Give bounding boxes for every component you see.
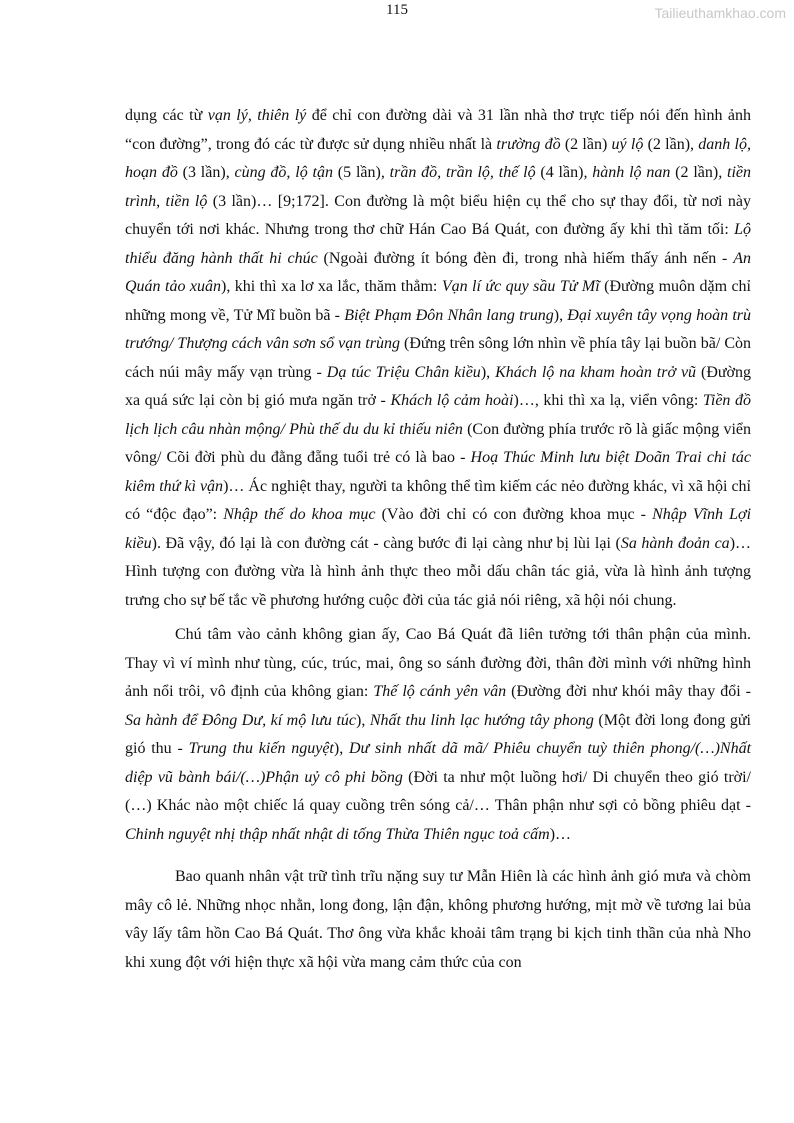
italic-text: Dư sinh nhất dã mã/ Phiêu chuyển tuỳ thiên phong/(…)Nhất diệp vũ bành bái/(…)Phận uỷ cô phi bồng (125, 740, 752, 786)
text-run: (4 lần) (535, 164, 584, 181)
italic-text: Khách lộ cảm hoài (390, 392, 514, 409)
italic-text: Hoạ Thúc Minh lưu biệt Doãn Trai chi tác kiêm thứ kì vận (125, 449, 752, 495)
text-run: (Đứng trên sông lớn nhìn về phía tây lại buồn bã/ Còn cách núi mây mấy vạn trùng - (125, 335, 751, 381)
text-run: (2 lần) (670, 164, 719, 181)
text-run: )… Hình tượng con đường vừa là hình ảnh thực theo mỗi dấu chân tác giả, vừa là hình ảnh tượng trưng cho sự bế tắc về phương hướng cuộc đời của tác giả nói riêng, xã hội nói chung. (125, 534, 752, 609)
text-run: )… Ác nghiệt thay, người ta không thể tìm kiếm các nẻo đường khác, vì xã hội chỉ có “độc đạo”: (125, 477, 752, 523)
italic-text: Trung thu kiến nguyệt (188, 740, 334, 757)
italic-text: Nhập Vĩnh Lợi kiều (125, 506, 752, 552)
text-run: ). Đã vậy, đó lại là con đường cát - càng bước đi lại càng như bị lùi lại ( (151, 534, 621, 552)
watermark: Tailieuthamkhao.com (654, 5, 786, 21)
text-run: ), khi thì xa lơ xa lắc, thăm thẳm: (220, 278, 442, 295)
italic-text: Đại xuyên tây vọng hoàn trù trướng/ Thượng cách vân sơn sổ vạn trùng (125, 306, 752, 352)
italic-text: Nhất thu linh lạc hướng tây phong (369, 711, 594, 729)
italic-text: , cùng đồ, lộ tận (225, 164, 333, 181)
italic-text: Dạ túc Triệu Chân kiều (326, 363, 481, 381)
text-run: ), (333, 740, 349, 757)
italic-text: An Quán tảo xuân (125, 249, 751, 295)
italic-text: Tiền đồ lịch lịch câu nhàn mộng/ Phù thế du du kỉ thiếu niên (125, 392, 751, 438)
italic-text: Lộ thiểu đăng hành thất hi chúc (125, 221, 751, 267)
text-run: (Đời ta như một luồng hơi/ Di chuyển theo gió trời/ (…) Khác nào một chiếc lá quay cuồng trên sóng cả/… Thân phận như sợi cỏ bồng phiêu dạt - (125, 768, 752, 814)
text-run: ), (356, 711, 370, 729)
text-run: (5 lần) (332, 164, 381, 181)
text-run: (Đường đời như khói mây thay đổi - (506, 683, 752, 700)
text-run: Chú tâm vào cảnh không gian ấy, Cao Bá Quát đã liên tưởng tới thân phận của mình. Thay vì ví mình như tùng, cúc, trúc, mai, ông so sánh đường đời, thân đời mình với những hình ảnh nổi trôi, vô định của không gian: (125, 626, 751, 700)
text-run: (Ngoài đường ít bóng đèn đi, trong nhà hiếm thấy ánh nến - (317, 249, 734, 267)
italic-text: trường đồ (496, 135, 561, 153)
italic-text: Nhập thế do khoa mục (223, 506, 376, 523)
text-run: (3 lần) (177, 164, 226, 181)
text-run: (2 lần) (560, 135, 612, 153)
text-run: (3 lần)… [9;172]. Con đường là một biểu hiện cụ thể cho sự thay đổi, từ nơi này chuyển tới nơi khác. Nhưng trong thơ chữ Hán Cao Bá Quát, con đường ấy khi thì tăm tối: (125, 192, 751, 238)
italic-text: Vạn lí ức quy sầu Tử Mĩ (441, 278, 600, 295)
text-run: ), (480, 363, 496, 381)
paragraph (125, 102, 751, 615)
text-run: ), (553, 306, 568, 324)
text-run: (Đường muôn dặm chỉ những mong về, Tử Mĩ buồn bã - (125, 278, 752, 324)
text-run: )…, khi thì xa lạ, viển vông: (513, 392, 703, 409)
italic-text: Thế lộ cánh yên vân (373, 683, 507, 700)
italic-text: vạn lý, thiên lý (207, 107, 307, 124)
text-run: Bao quanh nhân vật trữ tình trĩu nặng suy tư Mẫn Hiên là các hình ảnh gió mưa và chòm mây cô lẻ. Những nhọc nhằn, long đong, lận đận, không phương hướng, mịt mờ về tương lai bủa vây lấy tâm hồn Cao Bá Quát. Thơ ông vừa khắc khoải tâm trạng bi kịch tinh thần của nhà Nho khi xung đột với hiện thực xã hội vừa mang cảm thức của con (125, 868, 751, 971)
paragraph (125, 863, 751, 977)
page-number: 115 (386, 2, 408, 18)
text-run: (Con đường phía trước rõ là giấc mộng viển vông/ Cõi đời phù du đằng đẵng tuổi trẻ có là bao - (125, 420, 751, 466)
text-run: (Một đời long đong gửi gió thu - (125, 711, 751, 757)
text-run: để chỉ con đường dài và 31 lần nhà thơ trực tiếp nói đến hình ảnh “con đường”, trong đó các từ được sử dụng nhiều nhất là (125, 107, 752, 153)
italic-text: Chinh nguyệt nhị thập nhất nhật di tống Thừa Thiên ngục toả cấm (125, 825, 550, 843)
text-run: (Đường xa quá sức lại còn bị gió mưa ngăn trở - (125, 363, 752, 409)
italic-text: , hành lộ nan (583, 164, 671, 181)
italic-text: uý lộ (611, 135, 644, 153)
italic-text: , danh lộ, hoạn đồ (125, 135, 751, 181)
document-body (125, 102, 751, 977)
italic-text: , tiền trình, tiền lộ (125, 164, 752, 210)
italic-text: Sa hành đoản ca (620, 534, 730, 552)
text-run: dụng các từ (125, 107, 208, 124)
italic-text: Sa hành để Đông Dư, kí mộ lưu túc (125, 711, 357, 729)
italic-text: Biệt Phạm Đôn Nhân lang trung (344, 306, 554, 324)
text-run: (Vào đời chỉ có con đường khoa mục - (375, 506, 653, 523)
italic-text: , trần đồ, trần lộ, thế lộ (380, 164, 536, 181)
text-run: )… (549, 825, 572, 843)
paragraph (125, 621, 751, 849)
italic-text: Khách lộ na kham hoàn trở vũ (495, 363, 697, 381)
text-run: (2 lần) (643, 135, 691, 153)
